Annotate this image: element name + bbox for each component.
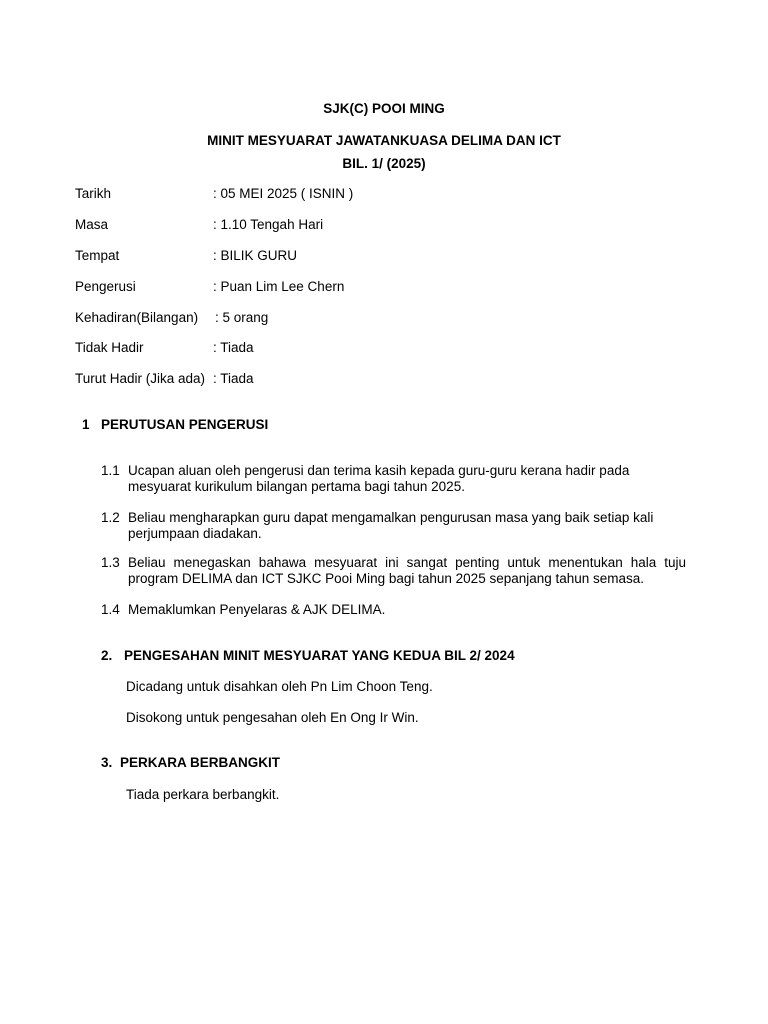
- school-name: SJK(C) POOI MING: [323, 101, 445, 116]
- item-number: 1.3: [101, 555, 120, 570]
- item-number: 1.1: [101, 463, 120, 478]
- info-label-tarikh: Tarikh: [75, 186, 112, 201]
- item-text: Beliau mengharapkan guru dapat mengamalkan pengurusan masa yang baik setiap kali perjumpaan diadakan.: [128, 510, 654, 541]
- section2-paragraph: Disokong untuk pengesahan oleh En Ong Ir Win.: [126, 710, 419, 725]
- info-value-tempat: : BILIK GURU: [213, 248, 298, 263]
- document-title: MINIT MESYUARAT JAWATANKUASA DELIMA DAN ICT: [207, 133, 561, 148]
- item-text: Ucapan aluan oleh pengerusi dan terima kasih kepada guru-guru kerana hadir pada mesyuarat kurikulum bilangan pertama bagi tahun 2025.: [128, 463, 630, 494]
- info-label-pengerusi: Pengerusi: [75, 279, 136, 294]
- info-value-kehadiran: : 5 orang: [215, 310, 269, 325]
- item-text: Memaklumkan Penyelaras & AJK DELIMA.: [128, 602, 386, 617]
- info-label-masa: Masa: [75, 217, 109, 232]
- section1-title: PERUTUSAN PENGERUSI: [101, 417, 269, 432]
- section3-title: PERKARA BERBANGKIT: [120, 755, 281, 770]
- info-value-pengerusi: : Puan Lim Lee Chern: [213, 279, 345, 294]
- item-number: 1.4: [101, 602, 120, 617]
- info-value-tarikh: : 05 MEI 2025 ( ISNIN ): [213, 186, 354, 201]
- section2-number: 2.: [101, 648, 113, 663]
- info-label-kehadiran: Kehadiran(Bilangan): [75, 310, 199, 325]
- info-label-turut-hadir: Turut Hadir (Jika ada): [75, 371, 206, 386]
- section3-paragraph: Tiada perkara berbangkit.: [126, 787, 280, 802]
- info-value-tidak-hadir: : Tiada: [213, 340, 254, 355]
- section2-title: PENGESAHAN MINIT MESYUARAT YANG KEDUA BIL 2/ 2024: [124, 648, 515, 663]
- info-value-masa: : 1.10 Tengah Hari: [213, 217, 324, 232]
- info-label-tidak-hadir: Tidak Hadir: [75, 340, 144, 355]
- info-label-tempat: Tempat: [75, 248, 120, 263]
- section1-number: 1: [82, 417, 90, 432]
- info-value-turut-hadir: : Tiada: [213, 371, 254, 386]
- item-number: 1.2: [101, 510, 120, 525]
- item-text: Beliau menegaskan bahawa mesyuarat ini sangat penting untuk menentukan hala tuju program DELIMA dan ICT SJKC Pooi Ming bagi tahun 2025 sepanjang tahun semasa.: [128, 555, 686, 586]
- section3-number: 3.: [101, 755, 113, 770]
- section2-paragraph: Dicadang untuk disahkan oleh Pn Lim Choon Teng.: [126, 679, 433, 694]
- meeting-number: BIL. 1/ (2025): [342, 156, 426, 171]
